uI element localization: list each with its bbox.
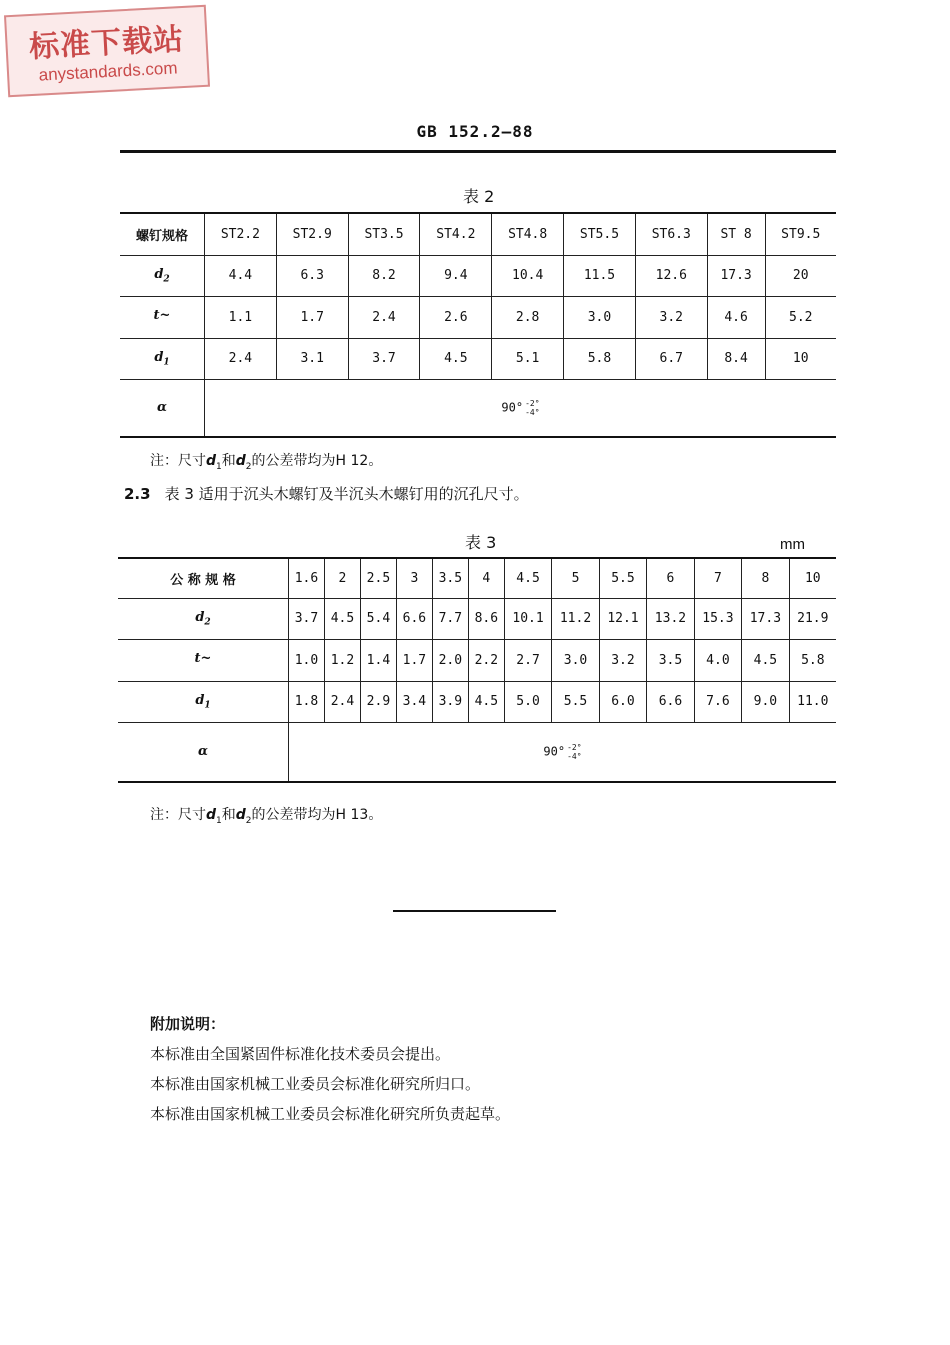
table3-row-symbol bbox=[118, 598, 289, 639]
table2-cell: 4.4 bbox=[205, 255, 277, 296]
table3-col: 1.6 bbox=[289, 558, 325, 598]
note-prefix: 注：尺寸 bbox=[150, 453, 206, 469]
table3-cell: 4.5 bbox=[324, 598, 360, 639]
table2-cell: 8.2 bbox=[348, 255, 420, 296]
table2-cell: 3.7 bbox=[348, 338, 420, 379]
watermark-stamp bbox=[4, 5, 210, 97]
table3-row-symbol bbox=[118, 639, 289, 681]
table3-alpha-symbol: α bbox=[118, 722, 289, 782]
table2-col: ST 8 bbox=[707, 213, 765, 255]
table2-col: ST6.3 bbox=[635, 213, 707, 255]
table3-cell: 6.0 bbox=[599, 681, 646, 722]
end-rule bbox=[393, 910, 556, 912]
additional-line: 本标准由国家机械工业委员会标准化研究所负责起草。 bbox=[150, 1105, 511, 1123]
table2-cell: 11.5 bbox=[564, 255, 636, 296]
symbol-sub: 2 bbox=[163, 274, 170, 285]
table2-cell: 9.4 bbox=[420, 255, 492, 296]
table3-cell: 7.6 bbox=[694, 681, 741, 722]
angle-upper: -2° bbox=[567, 742, 582, 752]
table3-cell: 6.6 bbox=[396, 598, 432, 639]
table3-cell: 2.7 bbox=[504, 639, 551, 681]
table3-col: 5 bbox=[552, 558, 599, 598]
angle-base: 90° bbox=[501, 400, 524, 415]
table2-cell: 4.6 bbox=[707, 296, 765, 338]
additional-line: 本标准由全国紧固件标准化技术委员会提出。 bbox=[150, 1045, 451, 1063]
table2-cell: 5.8 bbox=[564, 338, 636, 379]
table3-cell: 2.4 bbox=[324, 681, 360, 722]
table3-cell: 5.0 bbox=[504, 681, 551, 722]
note-sym2: d bbox=[235, 807, 246, 823]
table3-cell: 11.2 bbox=[552, 598, 599, 639]
note-sub2: 2 bbox=[245, 815, 252, 826]
table3-cell: 9.0 bbox=[742, 681, 789, 722]
table2-row-symbol bbox=[120, 255, 205, 296]
table3-cell: 1.0 bbox=[289, 639, 325, 681]
table3-cell: 1.8 bbox=[289, 681, 325, 722]
table2-col: ST9.5 bbox=[765, 213, 836, 255]
note-sub2: 2 bbox=[245, 461, 252, 472]
table3-cell: 1.4 bbox=[360, 639, 396, 681]
table3-cell: 4.5 bbox=[742, 639, 789, 681]
note-suffix: 的公差带均为H 12。 bbox=[251, 453, 383, 469]
table2-row-symbol bbox=[120, 296, 205, 338]
table2-cell: 12.6 bbox=[635, 255, 707, 296]
symbol-sub: 1 bbox=[204, 700, 211, 711]
standard-number: GB 152.2—88 bbox=[416, 122, 534, 141]
table2-cell: 1.1 bbox=[205, 296, 277, 338]
table3-row-symbol bbox=[118, 681, 289, 722]
table2-cell: 10 bbox=[765, 338, 836, 379]
table-row bbox=[118, 598, 836, 639]
table2-col: ST5.5 bbox=[564, 213, 636, 255]
watermark-domain: anystandards.com bbox=[38, 58, 178, 85]
table3-cell: 1.2 bbox=[324, 639, 360, 681]
table3-cell: 12.1 bbox=[599, 598, 646, 639]
table3-cell: 13.2 bbox=[647, 598, 694, 639]
table-row bbox=[120, 338, 836, 379]
table2-cell: 4.5 bbox=[420, 338, 492, 379]
table2-cell: 10.4 bbox=[492, 255, 564, 296]
table3-col: 3 bbox=[396, 558, 432, 598]
table2-col: ST4.8 bbox=[492, 213, 564, 255]
table2-col: ST3.5 bbox=[348, 213, 420, 255]
note-sub1: 1 bbox=[216, 815, 222, 826]
table2-col: ST4.2 bbox=[420, 213, 492, 255]
table3-cell: 11.0 bbox=[789, 681, 836, 722]
table2-cell: 6.7 bbox=[635, 338, 707, 379]
table3-unit: mm bbox=[780, 536, 805, 553]
table3-cell: 3.5 bbox=[647, 639, 694, 681]
table3-note bbox=[150, 804, 382, 826]
table2-cell: 8.4 bbox=[707, 338, 765, 379]
note-prefix: 注：尺寸 bbox=[150, 807, 206, 823]
table2-cell: 2.4 bbox=[205, 338, 277, 379]
symbol-sub: 1 bbox=[163, 357, 170, 368]
table-row bbox=[118, 722, 836, 782]
note-sub1: 1 bbox=[216, 461, 222, 472]
table2-cell: 5.2 bbox=[765, 296, 836, 338]
table3-cell: 2.9 bbox=[360, 681, 396, 722]
header-rule bbox=[120, 150, 836, 153]
note-sym2: d bbox=[235, 453, 246, 469]
additional-title: 附加说明： bbox=[150, 1015, 226, 1033]
section-text: 表 3 适用于沉头木螺钉及半沉头木螺钉用的沉孔尺寸。 bbox=[164, 485, 529, 503]
table3-cell: 21.9 bbox=[789, 598, 836, 639]
table3-cell: 7.7 bbox=[432, 598, 468, 639]
angle-base: 90° bbox=[543, 744, 566, 759]
table3-cell: 5.8 bbox=[789, 639, 836, 681]
symbol: d bbox=[195, 609, 205, 625]
table3-caption: 表 3 bbox=[465, 533, 497, 552]
table3-col: 7 bbox=[694, 558, 741, 598]
table2-caption: 表 2 bbox=[463, 187, 495, 206]
table3-cell: 5.5 bbox=[552, 681, 599, 722]
table2-cell: 20 bbox=[765, 255, 836, 296]
section-number: 2.3 bbox=[124, 485, 151, 503]
additional-line: 本标准由国家机械工业委员会标准化研究所归口。 bbox=[150, 1075, 481, 1093]
note-suffix: 的公差带均为H 13。 bbox=[251, 807, 383, 823]
table3-col: 4 bbox=[468, 558, 504, 598]
note-sym1: d bbox=[206, 453, 217, 469]
table-row bbox=[118, 681, 836, 722]
table3-cell: 10.1 bbox=[504, 598, 551, 639]
table3-cell: 3.7 bbox=[289, 598, 325, 639]
table3-cell: 3.2 bbox=[599, 639, 646, 681]
watermark-chinese: 标准下载站 bbox=[28, 21, 185, 66]
table2-cell: 17.3 bbox=[707, 255, 765, 296]
table2-cell: 2.4 bbox=[348, 296, 420, 338]
table2-cell: 2.6 bbox=[420, 296, 492, 338]
table3-cell: 17.3 bbox=[742, 598, 789, 639]
table-2 bbox=[120, 212, 836, 438]
note-mid: 和 bbox=[221, 453, 236, 469]
table3-cell: 2.0 bbox=[432, 639, 468, 681]
table3-col: 4.5 bbox=[504, 558, 551, 598]
symbol: d bbox=[154, 266, 164, 282]
table2-row-symbol bbox=[120, 338, 205, 379]
table-row bbox=[118, 639, 836, 681]
symbol-sub: 2 bbox=[204, 617, 211, 628]
table3-cell: 3.9 bbox=[432, 681, 468, 722]
table3-cell: 4.0 bbox=[694, 639, 741, 681]
note-mid: 和 bbox=[221, 807, 236, 823]
symbol: t~ bbox=[153, 308, 171, 324]
table2-cell: 3.1 bbox=[276, 338, 348, 379]
table3-alpha-value bbox=[289, 722, 837, 782]
table3-cell: 1.7 bbox=[396, 639, 432, 681]
table-row bbox=[120, 213, 836, 255]
table3-cell: 15.3 bbox=[694, 598, 741, 639]
table3-col: 6 bbox=[647, 558, 694, 598]
angle-upper: -2° bbox=[525, 398, 540, 408]
table2-alpha-symbol: α bbox=[120, 379, 205, 437]
angle-lower: -4° bbox=[567, 751, 582, 761]
table3-col: 2.5 bbox=[360, 558, 396, 598]
table2-col: ST2.2 bbox=[205, 213, 277, 255]
table2-cell: 3.0 bbox=[564, 296, 636, 338]
table3-cell: 5.4 bbox=[360, 598, 396, 639]
note-sym1: d bbox=[206, 807, 217, 823]
table2-cell: 6.3 bbox=[276, 255, 348, 296]
table-3 bbox=[118, 557, 836, 783]
table3-col: 10 bbox=[789, 558, 836, 598]
table3-cell: 3.0 bbox=[552, 639, 599, 681]
table3-cell: 4.5 bbox=[468, 681, 504, 722]
table2-cell: 5.1 bbox=[492, 338, 564, 379]
table-row bbox=[120, 379, 836, 437]
table3-cell: 6.6 bbox=[647, 681, 694, 722]
table-row bbox=[120, 255, 836, 296]
symbol: t~ bbox=[194, 651, 212, 667]
table2-cell: 1.7 bbox=[276, 296, 348, 338]
table3-cell: 3.4 bbox=[396, 681, 432, 722]
table2-cell: 3.2 bbox=[635, 296, 707, 338]
table2-alpha-value bbox=[205, 379, 837, 437]
table3-cell: 8.6 bbox=[468, 598, 504, 639]
table3-cell: 2.2 bbox=[468, 639, 504, 681]
symbol: d bbox=[154, 349, 164, 365]
section-2-3 bbox=[124, 483, 529, 504]
table2-header-label: 螺钉规格 bbox=[120, 213, 205, 255]
table3-col: 8 bbox=[742, 558, 789, 598]
table-row bbox=[120, 296, 836, 338]
table3-col: 5.5 bbox=[599, 558, 646, 598]
table2-note bbox=[150, 450, 382, 472]
table2-col: ST2.9 bbox=[276, 213, 348, 255]
table2-cell: 2.8 bbox=[492, 296, 564, 338]
table3-col: 2 bbox=[324, 558, 360, 598]
angle-lower: -4° bbox=[525, 407, 540, 417]
table3-col: 3.5 bbox=[432, 558, 468, 598]
symbol: d bbox=[195, 692, 205, 708]
table-row bbox=[118, 558, 836, 598]
table3-header-label: 公 称 规 格 bbox=[118, 558, 289, 598]
